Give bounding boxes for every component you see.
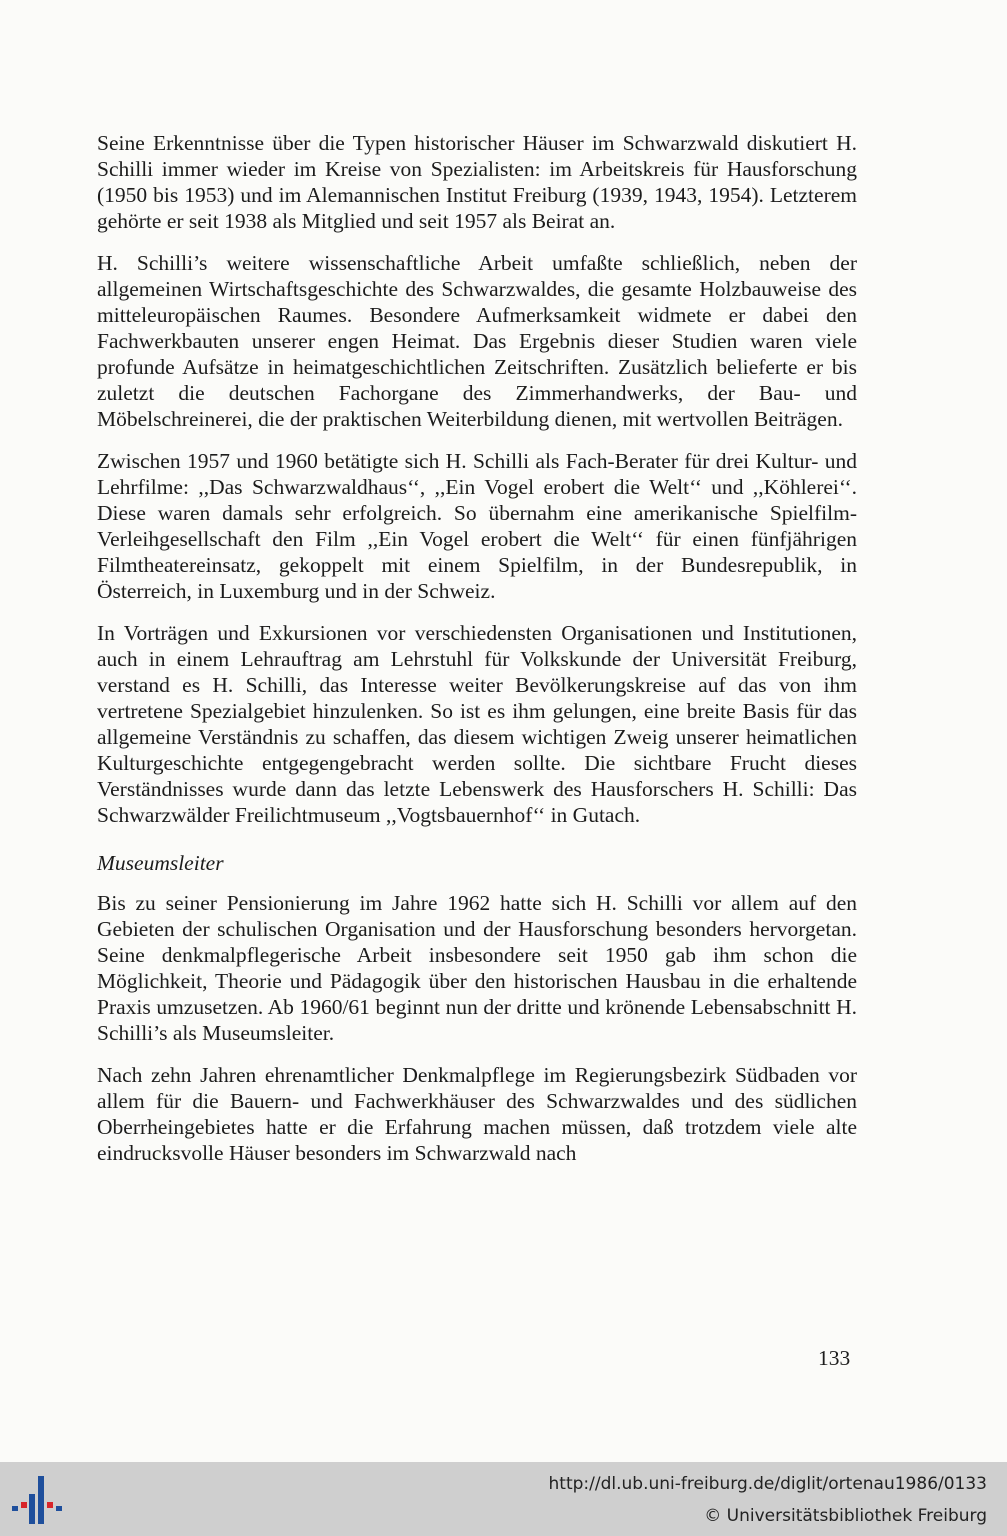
source-url-link[interactable]: http://dl.ub.uni-freiburg.de/diglit/ortenau1986/0133 bbox=[548, 1474, 987, 1494]
paragraph: Seine Erkenntnisse über die Typen historischer Häuser im Schwarzwald diskutiert H. Schilli immer wieder im Kreise von Spezialisten: im Arbeitskreis für Hausforschung (1950 bis 1953) und im Alemannischen Institut Freiburg (1939, 1943, 1954). Letzterem gehörte er seit 1938 als Mitglied und seit 1957 als Beirat an. bbox=[97, 131, 857, 233]
ub-freiburg-logo-icon bbox=[12, 1472, 64, 1528]
paragraph: Bis zu seiner Pensionierung im Jahre 1962 hatte sich H. Schilli vor allem auf den Gebieten der schulischen Organisation und der Hausforschung besonders hervorgetan. Seine denkmalpflegerische Arbeit insbesondere seit 1950 gab ihm schon die Möglichkeit, Theorie und Pädagogik über den historischen Hausbau in die erhaltende Praxis umzusetzen. Ab 1960/61 beginnt nun der dritte und krönende Lebensabschnitt H. Schilli’s als Museumsleiter. bbox=[97, 891, 857, 1045]
paragraph: Zwischen 1957 und 1960 betätigte sich H. Schilli als Fach-Berater für drei Kultur- und Lehrfilme: ,,Das Schwarzwaldhaus‘‘, ,,Ein Vogel erobert die Welt‘‘ und ,,Köhlerei‘‘. Diese waren damals sehr erfolgreich. So übernahm eine amerikanische Spielfilm-Verleihgesellschaft den Film ,,Ein Vogel erobert die Welt‘‘ für einen fünfjährigen Filmtheatereinsatz, gekoppelt mit einem Spielfilm, in der Bundesrepublik, in Österreich, in Luxemburg und in der Schweiz. bbox=[97, 449, 857, 603]
paragraph: In Vorträgen und Exkursionen vor verschiedensten Organisationen und Institutionen, auch in einem Lehrauftrag am Lehrstuhl für Volkskunde der Universität Freiburg, verstand es H. Schilli, das Interesse weiter Bevölkerungskreise auf das von ihm vertretene Spezialgebiet hinzulenken. So ist es ihm gelungen, eine breite Basis für das allgemeine Verständnis zu schaffen, das diesem wichtigen Zweig unserer heimatlichen Kulturgeschichte entgegengebracht werden sollte. Die sichtbare Frucht dieses Verständnisses wurde dann das letzte Lebenswerk des Hausforschers H. Schilli: Das Schwarzwälder Freilichtmuseum ,,Vogtsbauernhof‘‘ in Gutach. bbox=[97, 621, 857, 827]
page-body bbox=[97, 130, 857, 1182]
paragraph: H. Schilli’s weitere wissenschaftliche Arbeit umfaßte schließlich, neben der allgemeinen Wirtschaftsgeschichte des Schwarzwaldes, die gesamte Holzbauweise des mitteleuropäischen Raumes. Besondere Aufmerksamkeit widmete er dabei den Fachwerkbauten unserer engen Heimat. Das Ergebnis dieser Studien waren viele profunde Aufsätze in heimatgeschichtlichen Zeitschriften. Zusätzlich belieferte er bis zuletzt die deutschen Fachorgane des Zimmerhandwerks, der Bau- und Möbelschreinerei, die der praktischen Weiterbildung dienen, mit wertvollen Beiträgen. bbox=[97, 251, 857, 431]
section-heading: Museumsleiter bbox=[97, 851, 224, 875]
paragraph: Nach zehn Jahren ehrenamtlicher Denkmalpflege im Regierungsbezirk Südbaden vor allem für die Bauern- und Fachwerkhäuser des Schwarzwaldes und des südlichen Oberrheingebietes hatte er die Erfahrung machen müssen, daß trotzdem viele alte eindrucksvolle Häuser besonders im Schwarzwald nach bbox=[97, 1063, 857, 1165]
page-number: 133 bbox=[818, 1346, 851, 1370]
footer-bar bbox=[0, 1462, 1007, 1536]
copyright-text: © Universitätsbibliothek Freiburg bbox=[704, 1506, 987, 1526]
